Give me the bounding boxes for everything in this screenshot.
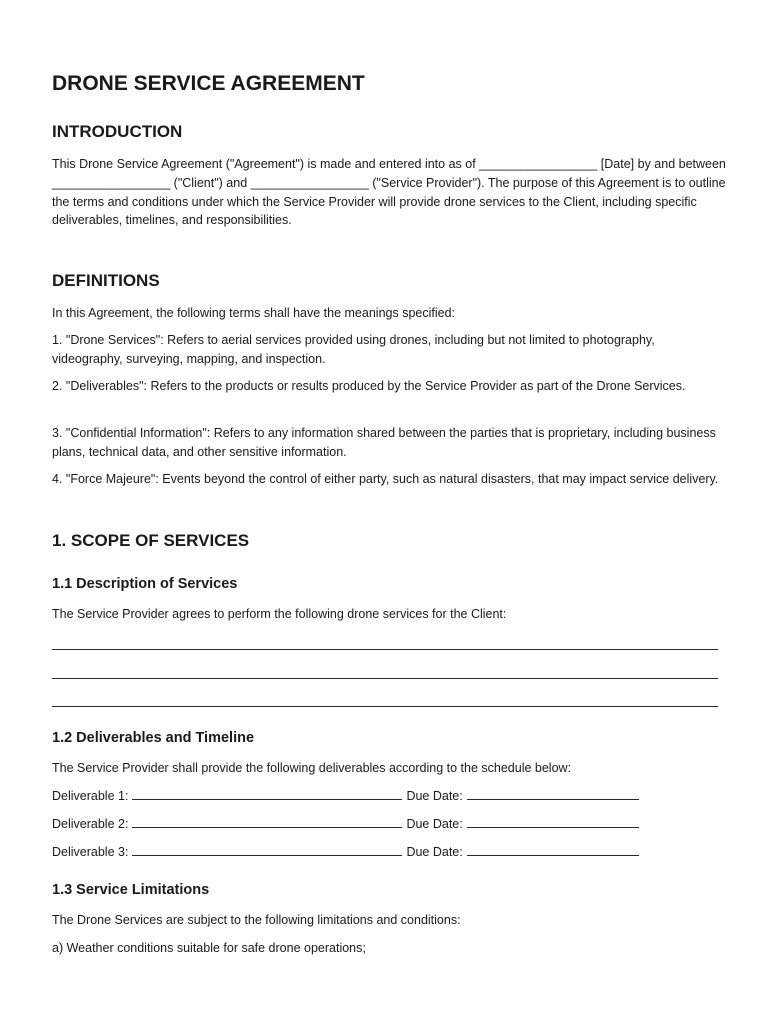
description-heading: 1.1 Description of Services bbox=[52, 576, 238, 592]
deliverable-blank[interactable] bbox=[132, 815, 402, 828]
introduction-heading: INTRODUCTION bbox=[52, 122, 183, 141]
definition-item: 2. "Deliverables": Refers to the products or results produced by the Service Provider as part of the Drone Services. bbox=[52, 379, 686, 393]
due-date-label: Due Date: bbox=[406, 817, 463, 831]
deliverable-label: Deliverable 2: bbox=[52, 817, 129, 831]
limitation-item: a) Weather conditions suitable for safe drone operations; bbox=[52, 941, 366, 955]
deliverable-row bbox=[52, 815, 639, 833]
definition-item: 3. "Confidential Information": Refers to any information shared between the parties that is proprietary, including business plans, technical data, and other sensitive information. bbox=[52, 426, 716, 459]
deliverable-label: Deliverable 1: bbox=[52, 789, 129, 803]
definition-item: 4. "Force Majeure": Events beyond the control of either party, such as natural disasters, that may impact service delivery. bbox=[52, 472, 719, 486]
limitations-heading: 1.3 Service Limitations bbox=[52, 882, 210, 898]
deliverable-row bbox=[52, 843, 639, 861]
services-blank-line[interactable] bbox=[52, 705, 718, 707]
scope-heading: 1. SCOPE OF SERVICES bbox=[52, 531, 250, 550]
services-blank-line[interactable] bbox=[52, 648, 718, 650]
limitations-text: The Drone Services are subject to the following limitations and conditions: bbox=[52, 913, 461, 927]
deliverable-row bbox=[52, 787, 639, 805]
due-date-label: Due Date: bbox=[406, 845, 463, 859]
due-date-label: Due Date: bbox=[406, 789, 463, 803]
introduction-paragraph: This Drone Service Agreement ("Agreement") is made and entered into as of _________________ [Date] by and between _________________ ("Client") and _________________ ("Service Provider"). The purpose of this Agreement is to outline the terms and conditions under which the Service Provider will provide drone services to the Client, including specific deliverables, timelines, and responsibilities. bbox=[52, 157, 726, 228]
description-text: The Service Provider agrees to perform the following drone services for the Client: bbox=[52, 607, 507, 621]
due-date-blank[interactable] bbox=[467, 843, 639, 856]
services-blank-line[interactable] bbox=[52, 677, 718, 679]
deliverable-blank[interactable] bbox=[132, 843, 402, 856]
due-date-blank[interactable] bbox=[467, 815, 639, 828]
definitions-intro: In this Agreement, the following terms shall have the meanings specified: bbox=[52, 306, 455, 320]
deliverable-blank[interactable] bbox=[132, 787, 402, 800]
document-title: DRONE SERVICE AGREEMENT bbox=[52, 72, 365, 95]
due-date-blank[interactable] bbox=[467, 787, 639, 800]
definition-item: 1. "Drone Services": Refers to aerial services provided using drones, including but not limited to photography, videography, surveying, mapping, and inspection. bbox=[52, 333, 655, 366]
deliverables-heading: 1.2 Deliverables and Timeline bbox=[52, 730, 255, 746]
deliverables-text: The Service Provider shall provide the following deliverables according to the schedule below: bbox=[52, 761, 572, 775]
definitions-heading: DEFINITIONS bbox=[52, 271, 160, 290]
deliverable-label: Deliverable 3: bbox=[52, 845, 129, 859]
